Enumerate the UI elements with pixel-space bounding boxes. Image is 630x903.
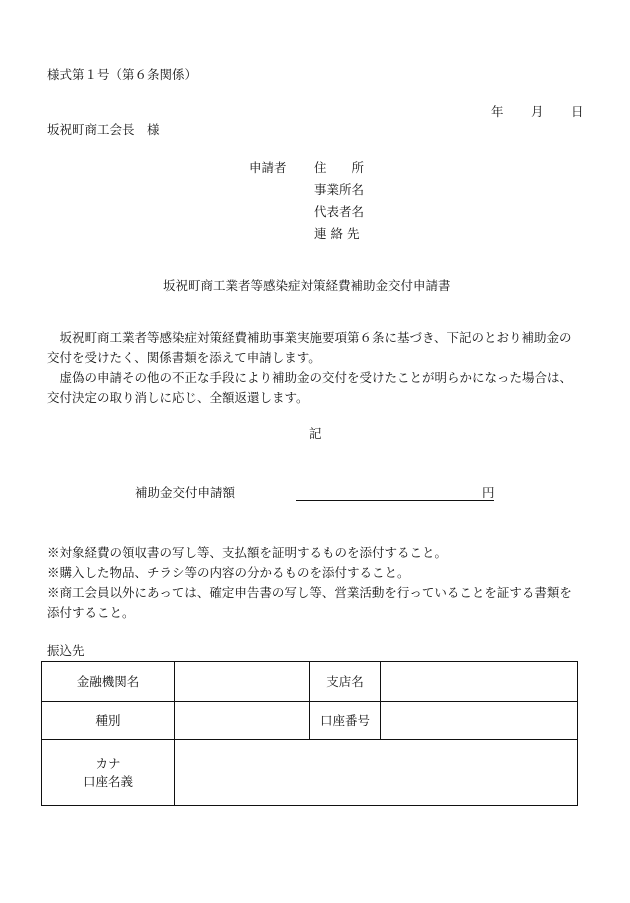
note-item: ※購入した物品、チラシ等の内容の分かるものを添付すること。	[47, 565, 410, 580]
amount-input-line[interactable]	[296, 500, 494, 501]
body-paragraph-2: 虚偽の申請その他の不正な手段により補助金の交付を受けたことが明らかになった場合は、交付決定の取り消しに応じ、全額返還します。	[47, 370, 573, 405]
branch-field[interactable]	[381, 662, 578, 702]
date-day: 日	[571, 104, 584, 119]
account-type-label: 種別	[42, 702, 175, 740]
ki-heading: 記	[309, 426, 322, 441]
form-number: 様式第１号（第６条関係）	[47, 67, 198, 82]
date-year: 年	[491, 104, 504, 119]
account-holder-field[interactable]	[175, 740, 578, 806]
applicant-business-name-label: 事業所名	[314, 182, 365, 197]
date-month: 月	[531, 104, 544, 119]
bank-heading: 振込先	[47, 643, 85, 658]
holder-label: 口座名義	[82, 773, 133, 789]
body-paragraph-1: 坂祝町商工業者等感染症対策経費補助事業実施要項第６条に基づき、下記のとおり補助金の交付を受けたく、関係書類を添えて申請します。	[47, 330, 572, 365]
document-title: 坂祝町商工業者等感染症対策経費補助金交付申請書	[163, 278, 451, 293]
kana-label: カナ	[95, 755, 121, 771]
note-item: ※対象経費の領収書の写し等、支払額を証明するものを添付すること。	[47, 545, 448, 560]
notes-list	[47, 543, 583, 623]
bank-table	[41, 661, 578, 806]
applicant-contact-label: 連 絡 先	[314, 226, 360, 241]
amount-unit: 円	[482, 485, 495, 500]
applicant-representative-label: 代表者名	[314, 204, 365, 219]
account-holder-label	[42, 740, 175, 806]
body-text	[47, 328, 583, 408]
account-number-label: 口座番号	[310, 702, 381, 740]
account-type-field[interactable]	[175, 702, 310, 740]
account-number-field[interactable]	[381, 702, 578, 740]
applicant-label: 申請者	[249, 160, 287, 175]
branch-label: 支店名	[310, 662, 381, 702]
addressee: 坂祝町商工会長 様	[47, 122, 160, 137]
institution-label: 金融機関名	[42, 662, 175, 702]
note-item: ※商工会員以外にあっては、確定申告書の写し等、営業活動を行っていることを証する書類を添付すること。	[47, 585, 572, 620]
amount-label: 補助金交付申請額	[135, 485, 236, 500]
applicant-address-label: 住 所	[314, 160, 365, 175]
institution-field[interactable]	[175, 662, 310, 702]
